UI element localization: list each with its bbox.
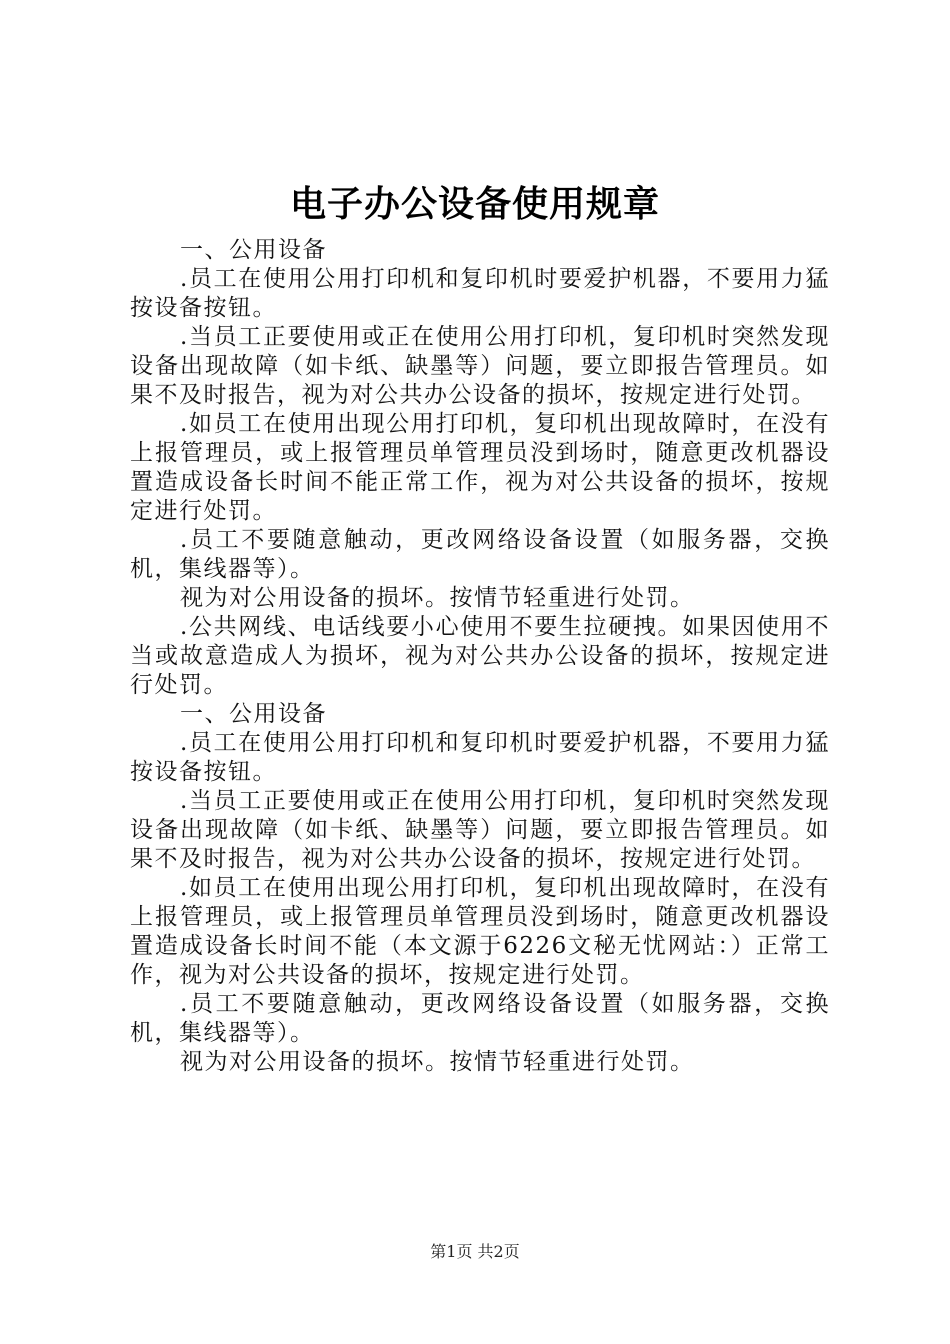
paragraph: 视为对公用设备的损坏。按情节轻重进行处罚。 xyxy=(180,585,695,611)
paragraph: .当员工正要使用或正在使用公用打印机，复印机时突然发现设备出现故障（如卡纸、缺墨等）问题，要立即报告管理员。如果不及时报告，视为对公共办公设备的损坏，按规定进行处罚。 xyxy=(130,324,830,408)
paragraph: .员工不要随意触动，更改网络设备设置（如服务器，交换机，集线器等）。 xyxy=(130,527,830,582)
paragraph: .当员工正要使用或正在使用公用打印机，复印机时突然发现设备出现故障（如卡纸、缺墨等）问题，要立即报告管理员。如果不及时报告，视为对公共办公设备的损坏，按规定进行处罚。 xyxy=(130,788,830,872)
section-heading: 一、公用设备 xyxy=(180,701,327,727)
paragraph: .如员工在使用出现公用打印机，复印机出现故障时，在没有上报管理员，或上报管理员单管理员没到场时，随意更改机器设置造成设备长时间不能（本文源于6226文秘无忧网站：）正常工作，视为对公共设备的损坏，按规定进行处罚。 xyxy=(130,875,830,988)
paragraph: 视为对公用设备的损坏。按情节轻重进行处罚。 xyxy=(180,1049,695,1075)
paragraph: .如员工在使用出现公用打印机，复印机出现故障时，在没有上报管理员，或上报管理员单管理员没到场时，随意更改机器设置造成设备长时间不能正常工作，视为对公共设备的损坏，按规定进行处罚。 xyxy=(130,411,830,524)
document-body xyxy=(130,236,830,1077)
section-heading: 一、公用设备 xyxy=(180,237,327,263)
paragraph: .员工在使用公用打印机和复印机时要爱护机器，不要用力猛按设备按钮。 xyxy=(130,730,830,785)
paragraph: .员工不要随意触动，更改网络设备设置（如服务器，交换机，集线器等）。 xyxy=(130,991,830,1046)
page-number-footer: 第1页 共2页 xyxy=(430,1242,520,1261)
document-title: 电子办公设备使用规章 xyxy=(289,184,660,225)
paragraph: .员工在使用公用打印机和复印机时要爱护机器，不要用力猛按设备按钮。 xyxy=(130,266,830,321)
paragraph: .公共网线、电话线要小心使用不要生拉硬拽。如果因使用不当或故意造成人为损坏，视为对公共办公设备的损坏，按规定进行处罚。 xyxy=(130,614,830,698)
